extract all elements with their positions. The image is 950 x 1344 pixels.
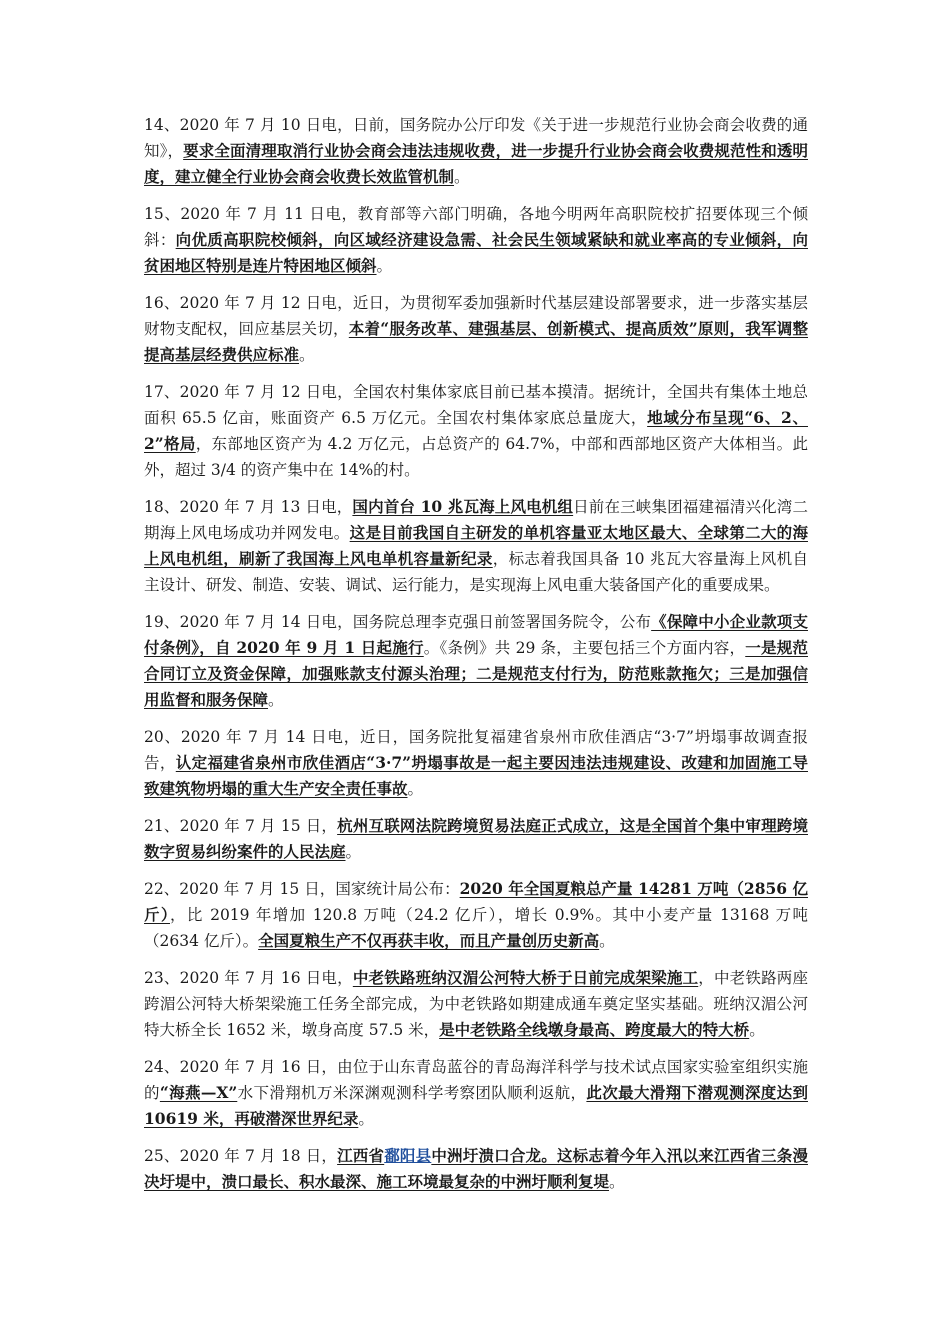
- body-text: 。: [407, 780, 424, 798]
- highlight-text: 2020 年全国夏粮总产量 14281 万吨（2856 亿斤）: [144, 879, 808, 924]
- news-item-14: [144, 112, 808, 190]
- body-text: 。: [376, 257, 393, 275]
- highlight-text: 要求全面清理取消行业协会商会违法违规收费，进一步提升行业协会商会收费规范性和透明度，建立健全行业协会商会收费长效监管机制: [144, 141, 808, 186]
- body-text: 。: [345, 843, 362, 861]
- body-text: 16、2020 年 7 月 12 日电，近日，为贯彻军委加强新时代基层建设部署要求，进一步落实基层财物支配权，回应基层关切，: [144, 294, 808, 338]
- highlight-text: 这是目前我国自主研发的单机容量亚太地区最大、全球第二大的海上风电机组，刷新了我国海上风电单机容量新纪录: [144, 523, 808, 568]
- news-item-17: [144, 379, 808, 483]
- body-text: 。: [299, 346, 315, 364]
- news-list: [144, 112, 808, 1206]
- body-text: 23、2020 年 7 月 16 日电，: [144, 969, 353, 987]
- body-text: 。: [749, 1021, 765, 1039]
- body-text: 。: [268, 691, 284, 709]
- body-text: 25、2020 年 7 月 18 日，: [144, 1147, 338, 1165]
- body-text: 水下滑翔机万米深渊观测科学考察团队顺利返航，: [237, 1084, 587, 1102]
- highlight-text: 一是规范合同订立及资金保障，加强账款支付源头治理；二是规范支付行为，防范账款拖欠；三是加强信用监督和服务保障: [144, 638, 808, 709]
- highlight-text: 认定福建省泉州市欣佳酒店“3·7”坍塌事故是一起主要因违法违规建设、改建和加固施工导致建筑物坍塌的重大生产安全责任事故: [144, 753, 808, 798]
- body-text: ，中老铁路两座跨湄公河特大桥架梁施工任务全部完成，为中老铁路如期建成通车奠定坚实基础。班纳汉湄公河特大桥全长 1652 米，墩身高度 57.5 米，: [144, 969, 808, 1039]
- body-text: 19、2020 年 7 月 14 日电，国务院总理李克强日前签署国务院令，公布: [144, 613, 652, 631]
- highlight-text: 杭州互联网法院跨境贸易法庭正式成立，这是全国首个集中审理跨境数字贸易纠纷案件的人民法庭: [144, 816, 808, 861]
- body-text: 。《条例》共 29 条，主要包括三个方面内容，: [423, 639, 746, 657]
- body-text: ，比 2019 年增加 120.8 万吨（24.2 亿斤），增长 0.9%。其中小麦产量 13168 万吨（2634 亿斤）。: [144, 906, 808, 950]
- highlight-text: “海燕—X”: [159, 1083, 238, 1102]
- news-item-16: [144, 290, 808, 368]
- body-text: 18、2020 年 7 月 13 日电，: [144, 498, 353, 516]
- body-text: 日前在三峡集团福建福清兴化湾二期海上风电场成功并网发电。: [144, 498, 808, 542]
- body-text: 。: [609, 1173, 625, 1191]
- body-text: 。: [454, 168, 470, 186]
- body-text: 24、2020 年 7 月 16 日，由位于山东青岛蓝谷的青岛海洋科学与技术试点国家实验室组织实施的: [144, 1058, 808, 1102]
- highlight-text: 是中老铁路全线墩身最高、跨度最大的特大桥: [439, 1020, 750, 1039]
- body-text: 。: [358, 1110, 374, 1128]
- news-item-22: [144, 876, 808, 954]
- body-text: ，东部地区资产为 4.2 万亿元，占总资产的 64.7%，中部和西部地区资产大体相当。此外，超过 3/4 的资产集中在 14%的村。: [144, 435, 808, 479]
- body-text: 20、2020 年 7 月 14 日电，近日，国务院批复福建省泉州市欣佳酒店“3·7”坍塌事故调查报告，: [144, 728, 808, 772]
- body-text: ，标志着我国具备 10 兆瓦大容量海上风机自主设计、研发、制造、安装、调试、运行能力，是实现海上风电重大装备国产化的重要成果。: [144, 550, 808, 594]
- news-item-15: [144, 201, 808, 279]
- body-text: 。: [599, 932, 615, 950]
- body-text: 15、2020 年 7 月 11 日电，教育部等六部门明确，各地今明两年高职院校扩招要体现三个倾斜：: [144, 205, 808, 249]
- body-text: 14、2020 年 7 月 10 日电，日前，国务院办公厅印发《关于进一步规范行业协会商会收费的通知》，: [144, 116, 808, 160]
- highlight-text: 此次最大滑翔下潜观测深度达到 10619 米，再破潜深世界纪录: [144, 1083, 808, 1128]
- highlight-text: 本着“服务改革、建强基层、创新模式、提高质效”原则，我军调整提高基层经费供应标准: [144, 319, 808, 364]
- highlight-text: 《保障中小企业款项支付条例》，自 2020 年 9 月 1 日起施行: [144, 612, 808, 657]
- place-link[interactable]: 鄱阳县: [384, 1146, 432, 1165]
- highlight-text: 地域分布呈现“6、2、2”格局: [144, 408, 808, 453]
- highlight-text: 向优质高职院校倾斜，向区域经济建设急需、社会民生领域紧缺和就业率高的专业倾斜，向贫困地区特别是连片特困地区倾斜: [144, 230, 808, 275]
- body-text: 17、2020 年 7 月 12 日电，全国农村集体家底目前已基本摸清。据统计，全国共有集体土地总面积 65.5 亿亩，账面资产 6.5 万亿元。全国农村集体家底总量庞大，: [144, 383, 808, 427]
- news-item-20: [144, 724, 808, 802]
- highlight-text: 中老铁路班纳汉湄公河特大桥于日前完成架梁施工: [352, 968, 699, 987]
- highlight-text: 国内首台 10 兆瓦海上风电机组: [352, 497, 574, 516]
- highlight-text: 中洲圩溃口合龙。这标志着今年入汛以来江西省三条漫决圩堤中，溃口最长、积水最深、施工环境最复杂的中洲圩顺利复堤: [144, 1146, 808, 1191]
- body-text: 21、2020 年 7 月 15 日，: [144, 817, 338, 835]
- news-item-21: [144, 813, 808, 865]
- highlight-text: 全国夏粮生产不仅再获丰收，而且产量创历史新高: [258, 931, 600, 950]
- news-item-23: [144, 965, 808, 1043]
- news-item-24: [144, 1054, 808, 1132]
- news-item-18: [144, 494, 808, 598]
- news-item-19: [144, 609, 808, 713]
- highlight-text: 江西省: [337, 1146, 385, 1165]
- news-item-25: [144, 1143, 808, 1195]
- body-text: 22、2020 年 7 月 15 日，国家统计局公布：: [144, 880, 460, 898]
